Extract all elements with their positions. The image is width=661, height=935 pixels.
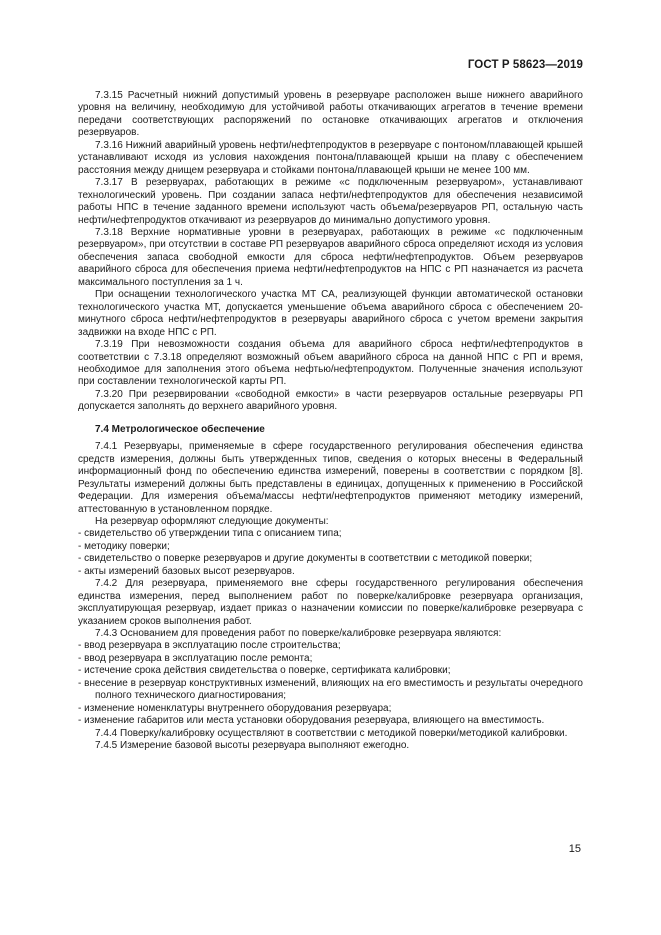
clause-7-3-18: 7.3.18 Верхние нормативные уровни в резервуарах, работающих в режиме «с подключенным резервуаром», при отсутствии в составе РП резервуаров аварийного сброса определяют исходя из условия обеспечения запаса свободной емкости для сброса нефти/нефтепродуктов. Объем резервуаров аварийного сброса для обеспечения приема нефти/нефтепродуктов на НПС с РП назначается из расчета максимального поступления за 1 ч. xyxy=(78,226,583,288)
list-item: - изменение габаритов или места установки оборудования резервуара, влияющего на вместимость. xyxy=(78,715,545,727)
clause-7-4-4: 7.4.4 Поверку/калибровку осуществляют в соответствии с методикой поверки/методикой калибровки. xyxy=(95,727,568,739)
page-number: 15 xyxy=(568,843,581,855)
clause-7-3-19: 7.3.19 При невозможности создания объема для аварийного сброса нефти/нефтепродуктов в соответствии с 7.3.18 определяют возможный объем аварийного сброса на данной НПС с РП и время, необходимое для заполнения этого объема нефтью/нефтепродуктом. Полученные значения используют при составлении технологической карты РП. xyxy=(78,339,583,388)
list-item: - истечение срока действия свидетельства о поверке, сертификата калибровки; xyxy=(78,665,451,677)
clause-7-4-1-documents-intro: На резервуар оформляют следующие документы: xyxy=(95,515,329,527)
clause-7-3-20: 7.3.20 При резервировании «свободной емкости» в части резервуаров остальные резервуары РП допускается заполнять до верхнего аварийного уровня. xyxy=(78,388,583,413)
clause-7-3-15: 7.3.15 Расчетный нижний допустимый уровень в резервуаре расположен выше нижнего аварийного уровня на величину, необходимую для устойчивой работы откачивающих агрегатов в течение времени передачи соответствующих распоряжений по остановке откачивающих агрегатов и отключения резервуаров. xyxy=(78,90,583,139)
clause-7-3-17: 7.3.17 В резервуарах, работающих в режиме «с подключенным резервуаром», устанавливают технологический уровень. При создании запаса нефти/нефтепродуктов для обеспечения независимой работы НПС в течение заданного времени используют часть объема/резервуаров РП, остальную часть нефти/нефтепродуктов откачивают из резервуаров до минимально допустимого уровня. xyxy=(78,177,583,226)
list-item: - внесение в резервуар конструктивных изменений, влияющих на его вместимость и результаты очередного полного технического диагностирования; xyxy=(78,677,583,702)
clause-7-3-18-continuation: При оснащении технологического участка МТ СА, реализующей функции автоматической остановки технологического участка МТ, допускается уменьшение объема аварийного сброса с обеспечением 20-минутного сброса нефти/нефтепродуктов в резервуары аварийного сброса с учетом времени закрытия задвижки на входе НПС с РП. xyxy=(78,289,583,338)
list-item: - свидетельство о поверке резервуаров и другие документы в соответствии с методикой поверки; xyxy=(78,553,533,565)
verification-grounds-list xyxy=(78,640,583,727)
document-body xyxy=(78,90,583,753)
clause-7-4-2: 7.4.2 Для резервуара, применяемого вне сферы государственного регулирования обеспечения единства измерения, перед выполнением работ по поверке/калибровке резервуара организация, эксплуатирующая резервуар, издает приказ о назначении комиссии по поверке/калибровке резервуара с указанием сроков выполнения работ. xyxy=(78,578,583,627)
section-heading-7-4: 7.4 Метрологическое обеспечение xyxy=(95,423,265,435)
list-item: - акты измерений базовых высот резервуаров. xyxy=(78,565,295,577)
list-item: - ввод резервуара в эксплуатацию после ремонта; xyxy=(78,652,313,664)
document-id-header: ГОСТ Р 58623—2019 xyxy=(467,59,583,71)
list-item: - ввод резервуара в эксплуатацию после строительства; xyxy=(78,640,341,652)
clause-7-4-1: 7.4.1 Резервуары, применяемые в сфере государственного регулирования обеспечения единства средств измерения, должны быть утвержденных типов, сведения о которых внесены в Федеральный информационный фонд по обеспечению единства измерений, поверены в соответствии с порядком [8]. Результаты измерений должны быть представлены в единицах, допущенных к применению в Российской Федерации. Для измерения объема/массы нефти/нефтепродуктов применяют методику измерений, аттестованную в установленном порядке. xyxy=(78,441,583,515)
list-item: - свидетельство об утверждении типа с описанием типа; xyxy=(78,528,342,540)
documents-list xyxy=(78,528,583,578)
list-item: - изменение номенклатуры внутреннего оборудования резервуара; xyxy=(78,702,392,714)
clause-7-4-5: 7.4.5 Измерение базовой высоты резервуара выполняют ежегодно. xyxy=(95,740,410,752)
clause-7-3-16: 7.3.16 Нижний аварийный уровень нефти/нефтепродуктов в резервуаре с понтоном/плавающей крышей устанавливают исходя из условия нахождения понтона/плавающей крыши на плаву с обеспечением расстояния между днищем резервуара и стойками понтона/плавающей крыши не менее 100 мм. xyxy=(78,139,583,176)
list-item: - методику поверки; xyxy=(78,540,170,552)
clause-7-4-3: 7.4.3 Основанием для проведения работ по поверке/калибровке резервуара являются: xyxy=(95,628,502,640)
